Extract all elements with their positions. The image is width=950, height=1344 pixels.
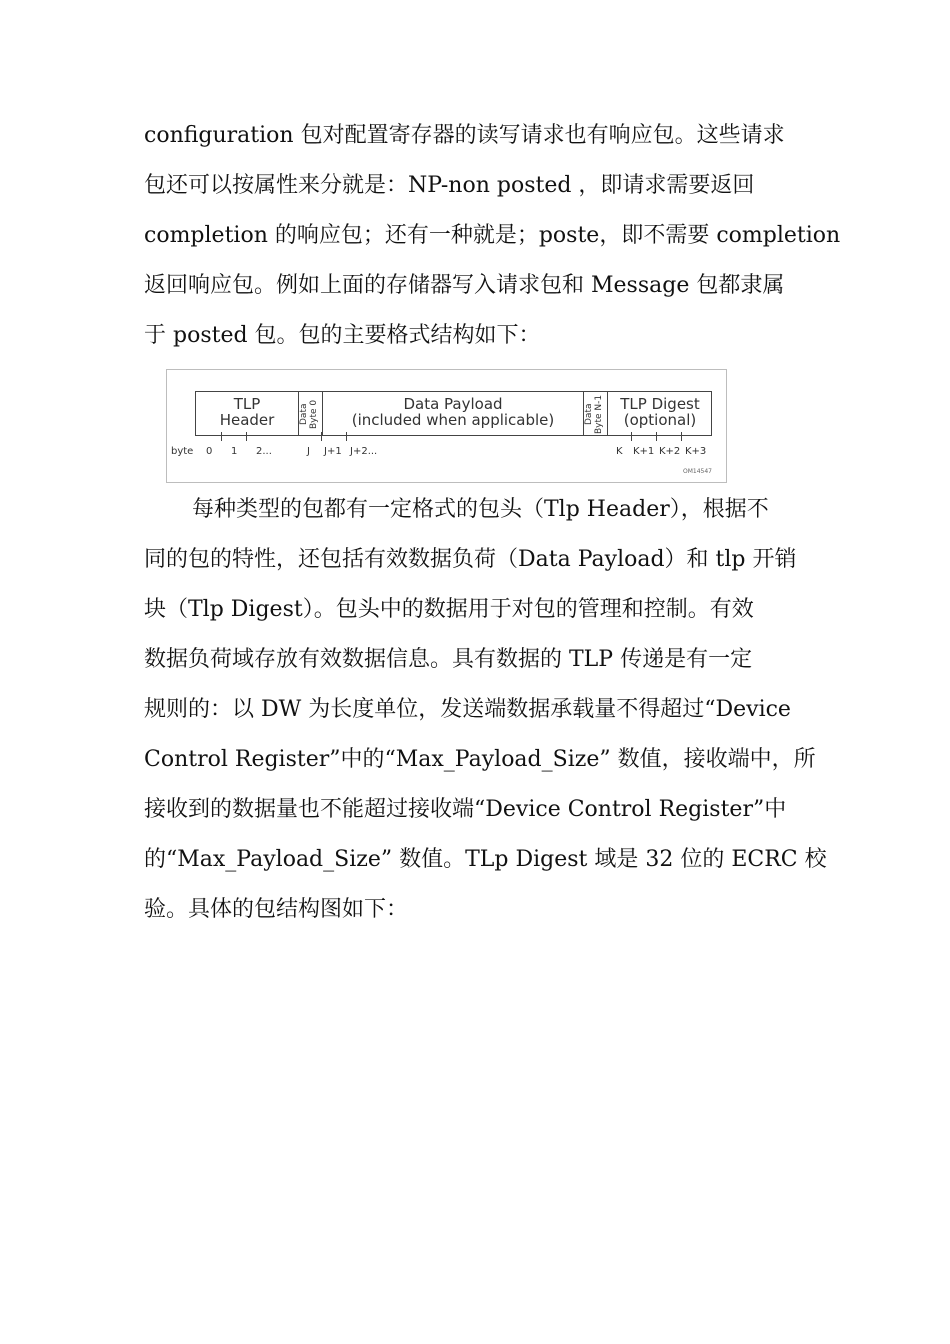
figure-id: OM14547 [683,468,712,475]
data-payload-line2: (included when applicable) [351,411,555,429]
tlp-structure-box [195,391,712,436]
tlp-header-line2: Header [219,411,275,429]
data-byte-n1-label: Data Byte N-1 [584,394,604,434]
text-line: 数据负荷域存放有效数据信息。具有数据的 TLP 传递是有一定 [144,647,753,672]
text-line: 块（Tlp Digest）。包头中的数据用于对包的管理和控制。有效 [144,597,754,622]
byte-index: K+2 [659,446,681,457]
tlp-digest-line2: (optional) [623,411,697,429]
data-byte-0-label: Data Byte 0 [299,399,319,429]
byte-index: K+3 [685,446,707,457]
paragraph-packet-types [144,111,841,361]
text-line: 接收到的数据量也不能超过接收端“Device Control Register”中 [144,797,787,822]
data-payload-line1: Data Payload [403,395,503,413]
text-line: 于 posted 包。包的主要格式结构如下： [144,323,541,348]
byte-index: K+1 [633,446,655,457]
byte-index: J+1 [324,446,342,457]
text-line: 同的包的特性，还包括有效数据负荷（Data Payload）和 tlp 开销 [144,547,797,572]
byte-index: J+2... [350,446,378,457]
tlp-header-line1: TLP [233,395,261,413]
text-line: 的“Max_Payload_Size” 数值。TLp Digest 域是 32 位的 ECRC 校 [144,847,827,872]
text-line: 返回响应包。例如上面的存储器写入请求包和 Message 包都隶属 [144,273,785,298]
byte-index: 1 [231,446,238,457]
tlp-digest-line1: TLP Digest [620,395,700,413]
text-line: Control Register”中的“Max_Payload_Size” 数值，接收端中，所 [144,747,816,772]
byte-index: 2... [256,446,272,457]
text-line: 包还可以按属性来分就是：NP-non posted ，即请求需要返回 [144,173,755,198]
byte-index: K [616,446,623,457]
text-line: 每种类型的包都有一定格式的包头（Tlp Header），根据不 [192,497,769,522]
text-line: 验。具体的包结构图如下： [144,897,409,922]
text-line: completion 的响应包；还有一种就是；poste，即不需要 completion [144,223,841,248]
text-line: configuration 包对配置寄存器的读写请求也有响应包。这些请求 [144,123,785,148]
tlp-format-figure [166,369,727,483]
tlp-digest-label [608,396,712,428]
tlp-header-label [196,396,298,428]
byte-axis-label: byte [171,446,194,457]
text-line: 规则的：以 DW 为长度单位，发送端数据承载量不得超过“Device [144,697,791,722]
data-payload-label [323,396,583,428]
byte-index: J [307,446,310,457]
paragraph-tlp-format [144,485,827,935]
byte-index: 0 [206,446,213,457]
